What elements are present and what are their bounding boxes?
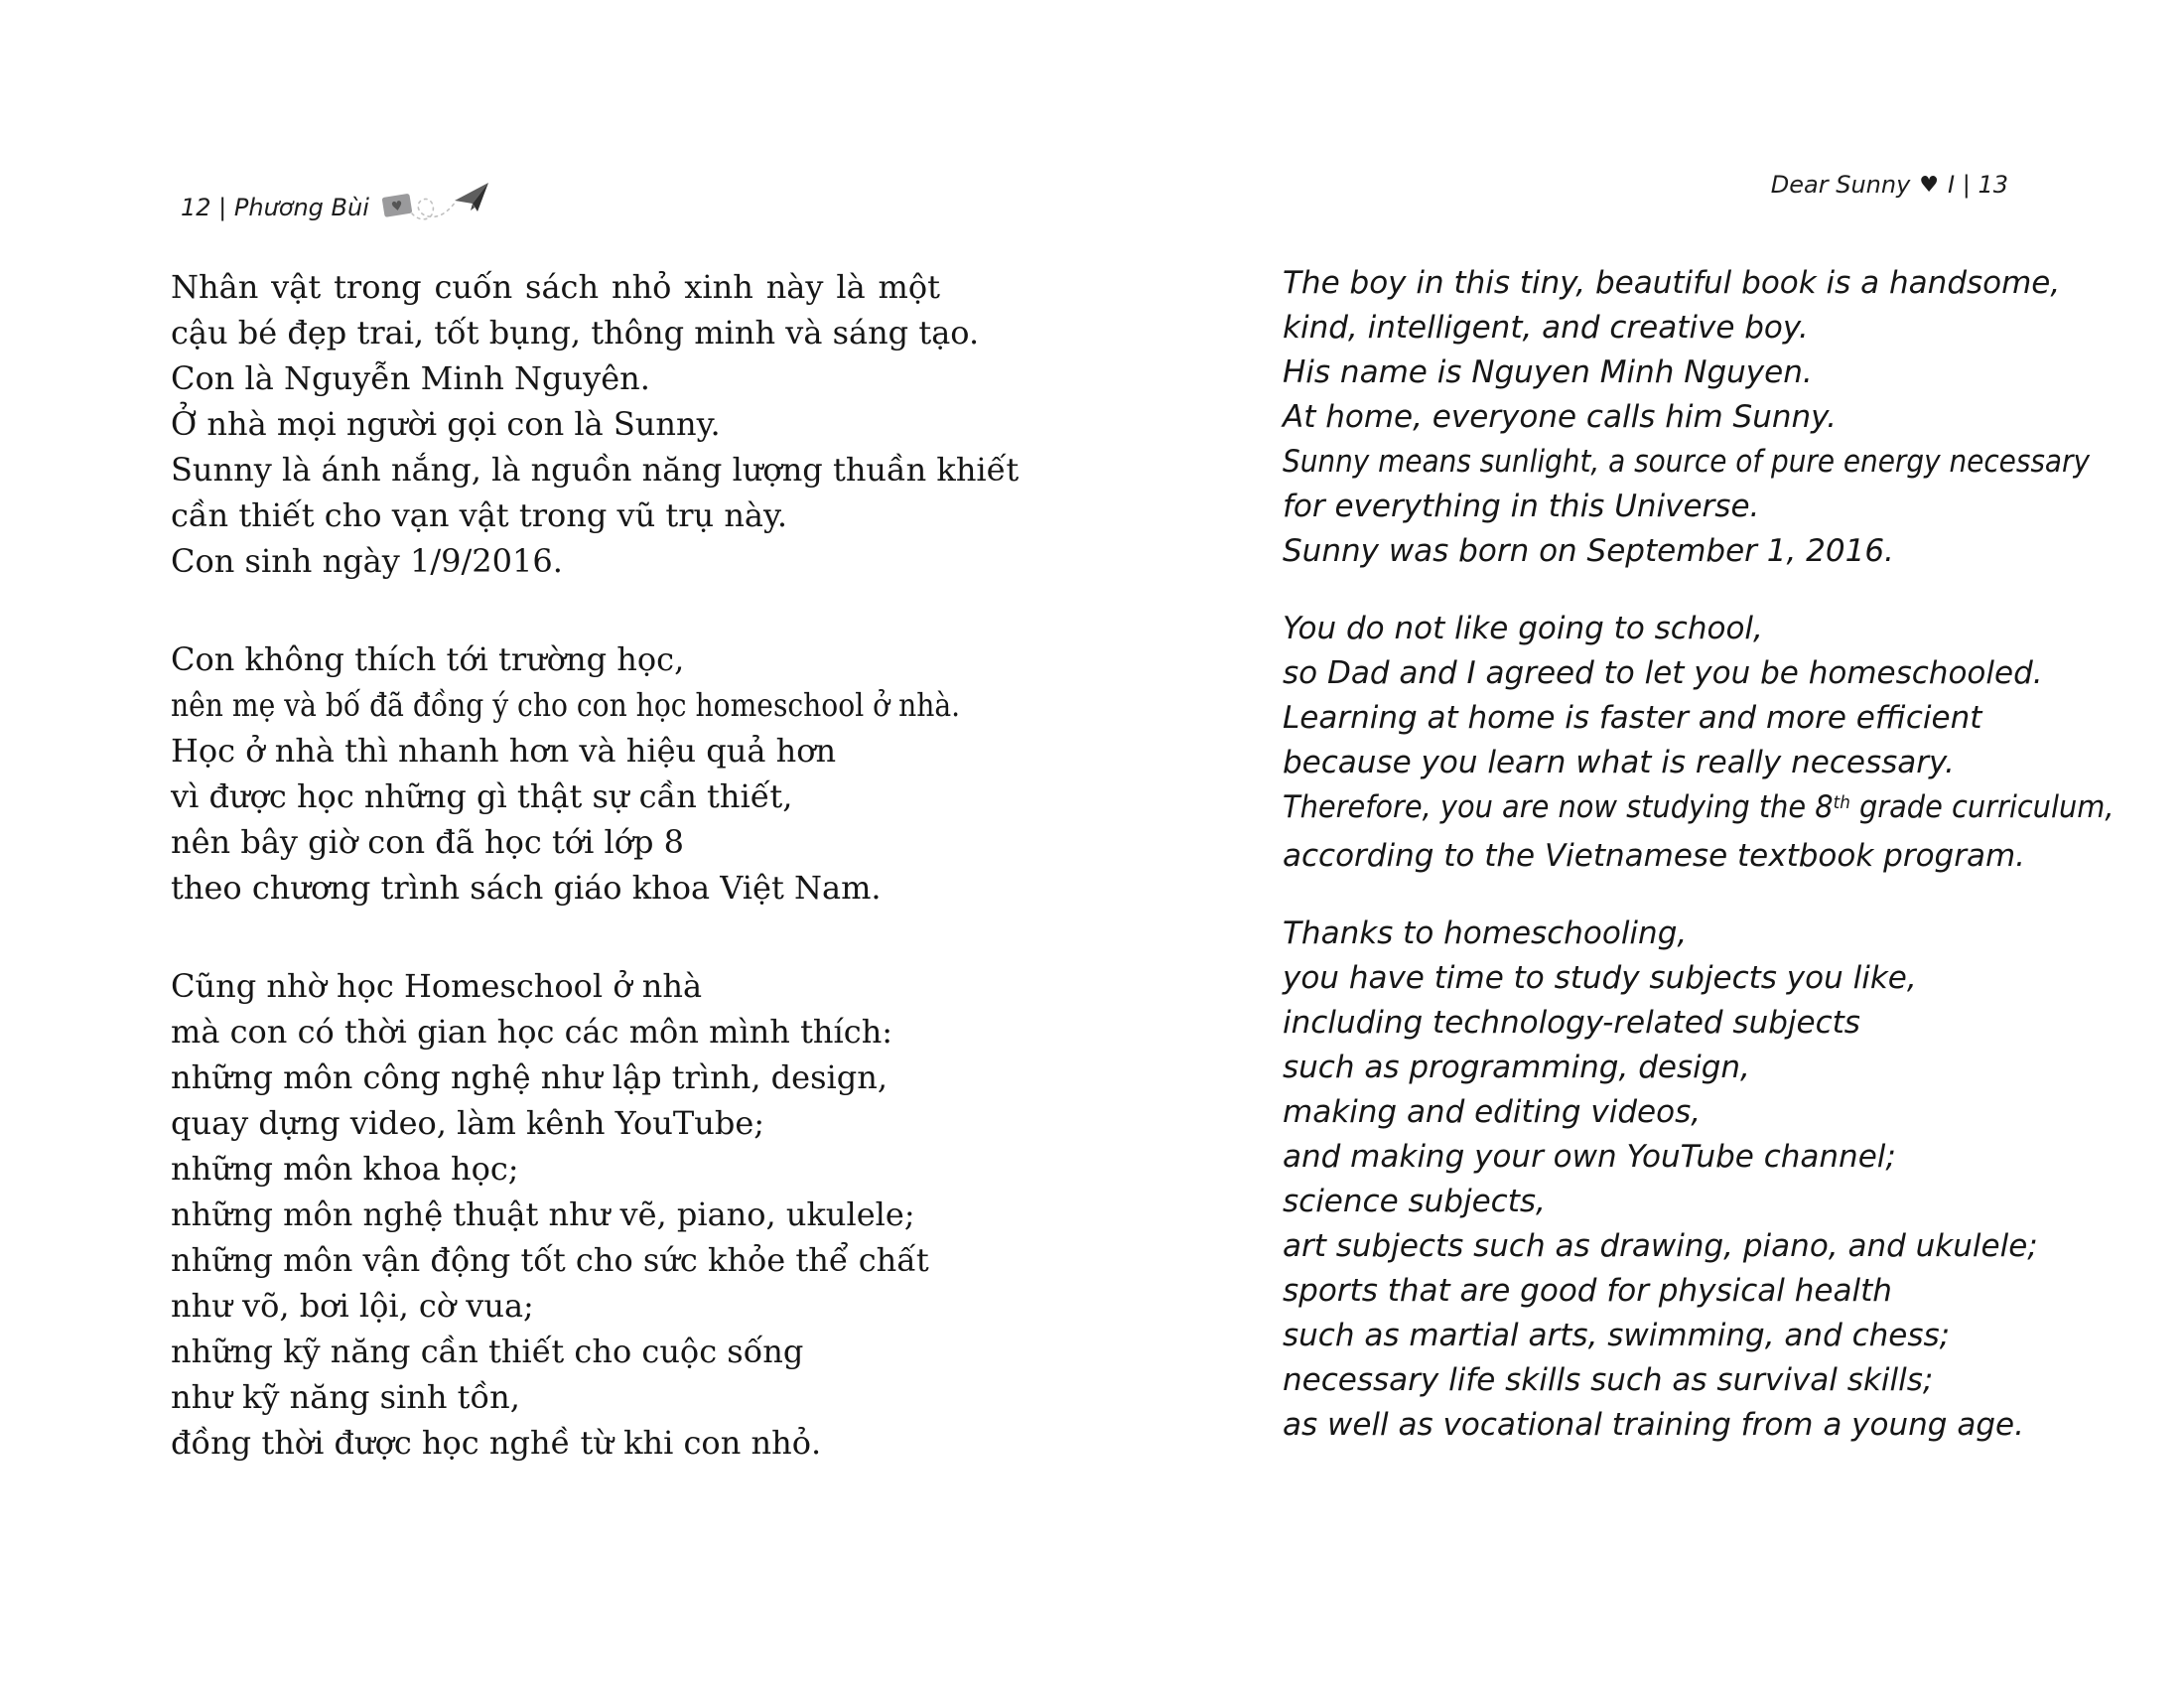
vn-paragraph-3 [171, 963, 940, 1466]
text-line: Ở nhà mọi người gọi con là Sunny. [171, 405, 721, 443]
text-line: including technology-related subjects [1283, 1005, 1860, 1041]
text-line: Learning at home is faster and more efficient [1283, 700, 1982, 736]
text-line: những môn công nghệ như lập trình, design, [171, 1058, 888, 1096]
text-line: cậu bé đẹp trai, tốt bụng, thông minh và sáng tạo. [171, 314, 980, 352]
text-line: Sunny là ánh nắng, là nguồn năng lượng thuần khiết [171, 451, 1020, 489]
text-line [1283, 785, 2115, 834]
book-title: Dear Sunny [1770, 171, 1911, 199]
text-line: you have time to study subjects you like, [1283, 960, 1917, 996]
text-line: nên mẹ và bố đã đồng ý cho con học homeschool ở nhà. [171, 686, 961, 724]
text-line: như kỹ năng sinh tồn, [171, 1378, 520, 1416]
text-line: quay dựng video, làm kênh YouTube; [171, 1104, 765, 1142]
text-line: những môn vận động tốt cho sức khỏe thể chất [171, 1241, 929, 1279]
dotted-flight-trail [412, 199, 457, 218]
text-line: Con là Nguyễn Minh Nguyên. [171, 359, 650, 397]
paper-plane-icon [455, 183, 488, 211]
text-line: Sunny was born on September 1, 2016. [1283, 533, 1894, 569]
text-line: The boy in this tiny, beautiful book is a handsome, [1283, 265, 2061, 301]
text-line: Sunny means sunlight, a source of pure energy necessary [1283, 444, 2090, 480]
text-line: đồng thời được học nghề từ khi con nhỏ. [171, 1424, 822, 1462]
text-line: and making your own YouTube channel; [1283, 1139, 1896, 1175]
text-line: theo chương trình sách giáo khoa Việt Nam. [171, 869, 882, 907]
text-line: because you learn what is really necessary. [1283, 745, 1955, 780]
envelope-paper-plane-icon [381, 180, 492, 223]
text-line: Con sinh ngày 1/9/2016. [171, 542, 563, 580]
text-line: Thanks to homeschooling, [1283, 915, 1688, 951]
text-line: At home, everyone calls him Sunny. [1283, 399, 1837, 435]
volume-page-number: I | 13 [1948, 171, 2008, 199]
text-line: như võ, bơi lội, cờ vua; [171, 1287, 534, 1325]
text-fragment: grade curriculum, [1849, 789, 2115, 825]
en-paragraph-3 [1283, 912, 2077, 1448]
text-line: as well as vocational training from a young age. [1283, 1407, 2024, 1443]
en-paragraph-1 [1283, 261, 2090, 574]
text-line: according to the Vietnamese textbook program. [1283, 838, 2026, 874]
text-line: sports that are good for physical health [1283, 1273, 1892, 1309]
text-line: Cũng nhờ học Homeschool ở nhà [171, 967, 703, 1005]
text-line: cần thiết cho vạn vật trong vũ trụ này. [171, 496, 787, 534]
envelope-heart-icon: ♥ [390, 199, 404, 215]
text-line: making and editing videos, [1283, 1094, 1702, 1130]
right-page-header [1771, 171, 2008, 199]
text-line: necessary life skills such as survival skills; [1283, 1362, 1934, 1398]
vn-paragraph-2 [171, 636, 961, 911]
text-line: so Dad and I agreed to let you be homeschooled. [1283, 655, 2043, 691]
text-line: such as martial arts, swimming, and chess; [1283, 1318, 1951, 1353]
left-page-header [181, 180, 492, 221]
text-line: những kỹ năng cần thiết cho cuộc sống [171, 1333, 804, 1370]
text-line: nên bây giờ con đã học tới lớp 8 [171, 823, 685, 861]
text-line: Con không thích tới trường học, [171, 640, 685, 678]
english-text-column [1283, 261, 2115, 1448]
left-page-number-author: 12 | Phương Bùi [181, 194, 369, 221]
text-line: mà con có thời gian học các môn mình thích: [171, 1013, 893, 1051]
text-line: such as programming, design, [1283, 1050, 1750, 1085]
envelope-icon [381, 194, 412, 217]
text-line: những môn nghệ thuật như vẽ, piano, ukulele; [171, 1196, 915, 1233]
text-line: những môn khoa học; [171, 1150, 519, 1188]
vn-paragraph-1 [171, 264, 1020, 584]
text-line: vì được học những gì thật sự cần thiết, [171, 777, 793, 815]
text-line: You do not like going to school, [1283, 611, 1763, 646]
text-line: kind, intelligent, and creative boy. [1283, 310, 1809, 346]
heart-icon: ♥ [1919, 173, 1940, 198]
text-fragment: Therefore, you are now studying the 8 [1283, 789, 1834, 825]
text-line: Học ở nhà thì nhanh hơn và hiệu quả hơn [171, 732, 837, 770]
text-line: for everything in this Universe. [1283, 489, 1760, 524]
ordinal-superscript: th [1833, 791, 1850, 813]
text-line: art subjects such as drawing, piano, and ukulele; [1283, 1228, 2038, 1264]
text-line: science subjects, [1283, 1184, 1546, 1219]
en-paragraph-2 [1283, 607, 2115, 879]
text-line: Nhân vật trong cuốn sách nhỏ xinh này là một [171, 268, 940, 306]
text-line: His name is Nguyen Minh Nguyen. [1283, 354, 1813, 390]
vietnamese-text-column [171, 264, 1020, 1466]
